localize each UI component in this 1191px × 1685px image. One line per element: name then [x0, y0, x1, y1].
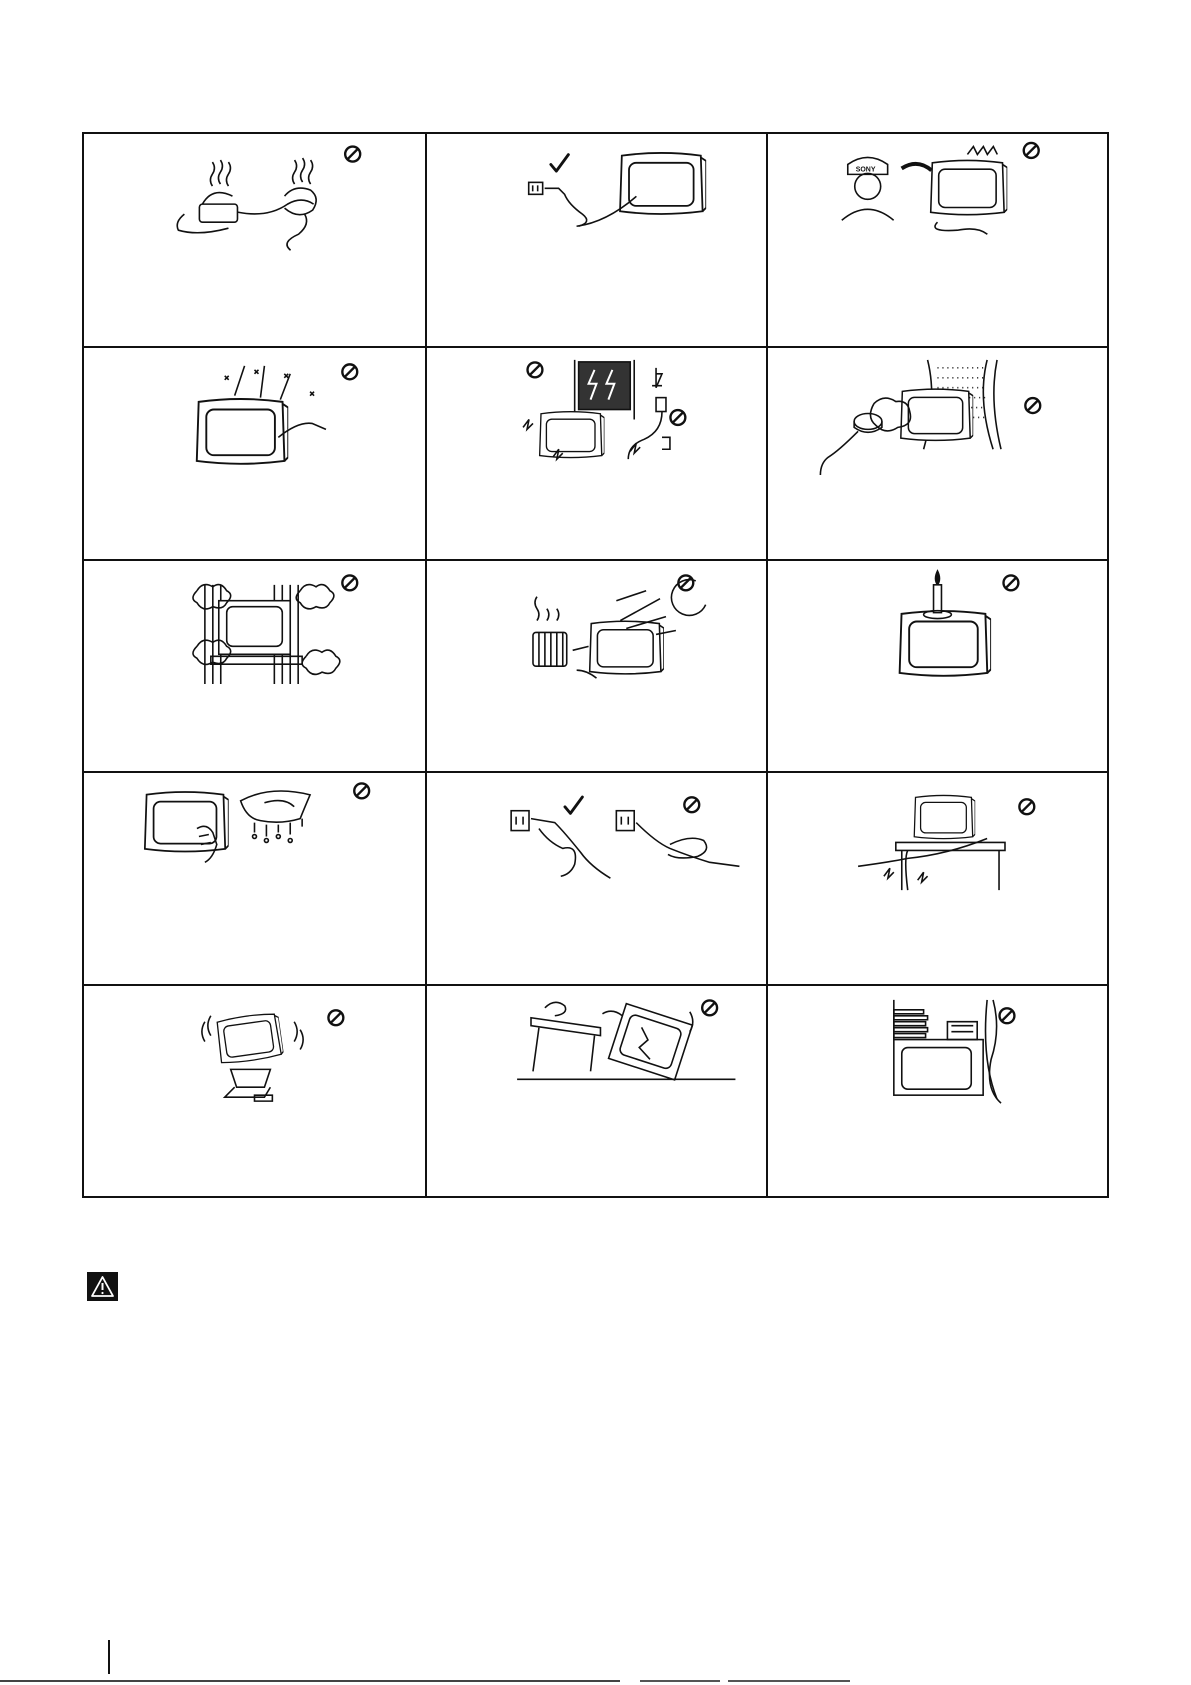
- enclosed-cabinet-illustration: [766, 984, 1107, 1196]
- lightning-storm-illustration: [425, 346, 766, 558]
- prohibited-icon: [678, 575, 693, 590]
- damaged-cord-illustration: [766, 771, 1107, 983]
- prohibited-icon: [1019, 799, 1034, 814]
- heat-sunlight-drawing: [427, 561, 766, 771]
- prohibited-icon: [342, 365, 357, 380]
- plug-handling-illustration: [425, 771, 766, 983]
- moisture-steam-illustration: [766, 346, 1107, 558]
- wet-cloth-cleaning-drawing: [84, 773, 425, 983]
- page-margin-bar: [108, 1640, 110, 1674]
- safety-illustration-grid: [82, 132, 1109, 1198]
- inserting-objects-illustration: [84, 346, 425, 558]
- heat-sunlight-illustration: [425, 559, 766, 771]
- damaged-cord-drawing: [768, 773, 1107, 983]
- prohibited-icon: [1025, 399, 1040, 414]
- blocked-ventilation-drawing: [84, 561, 425, 771]
- prohibited-icon: [1000, 1008, 1015, 1023]
- falling-tv-drawing: [427, 986, 766, 1196]
- service-technician-drawing: [768, 134, 1107, 346]
- check-mark-icon: [565, 797, 582, 813]
- caution-triangle-icon: [87, 1272, 118, 1301]
- prohibited-icon: [684, 798, 699, 813]
- prohibited-icon: [345, 147, 360, 162]
- prohibited-icon: [670, 410, 685, 425]
- lightning-storm-drawing: [427, 348, 766, 558]
- prohibited-icon: [354, 784, 369, 799]
- service-technician-illustration: [766, 134, 1107, 346]
- enclosed-cabinet-drawing: [768, 986, 1107, 1196]
- wet-cloth-cleaning-illustration: [84, 771, 425, 983]
- inserting-objects-drawing: [84, 348, 425, 558]
- blocked-ventilation-illustration: [84, 559, 425, 771]
- unstable-stand-illustration: [84, 984, 425, 1196]
- unplug-by-plug-drawing: [427, 134, 766, 346]
- overloaded-outlet-drawing: [84, 134, 425, 346]
- prohibited-icon: [702, 1000, 717, 1015]
- prohibited-icon: [528, 363, 543, 378]
- unstable-stand-drawing: [84, 986, 425, 1196]
- falling-tv-illustration: [425, 984, 766, 1196]
- prohibited-icon: [1003, 575, 1018, 590]
- sony-cap-text: SONY: [855, 166, 876, 174]
- prohibited-icon: [328, 1010, 343, 1025]
- plug-handling-drawing: [427, 773, 766, 983]
- moisture-steam-drawing: [768, 348, 1107, 558]
- overloaded-outlet-illustration: [84, 134, 425, 346]
- prohibited-icon: [342, 575, 357, 590]
- unplug-by-plug-illustration: [425, 134, 766, 346]
- bottom-rule: [0, 1680, 1191, 1682]
- prohibited-icon: [1024, 143, 1039, 158]
- candle-on-tv-illustration: [766, 559, 1107, 771]
- candle-on-tv-drawing: [768, 561, 1107, 771]
- check-mark-icon: [551, 155, 569, 171]
